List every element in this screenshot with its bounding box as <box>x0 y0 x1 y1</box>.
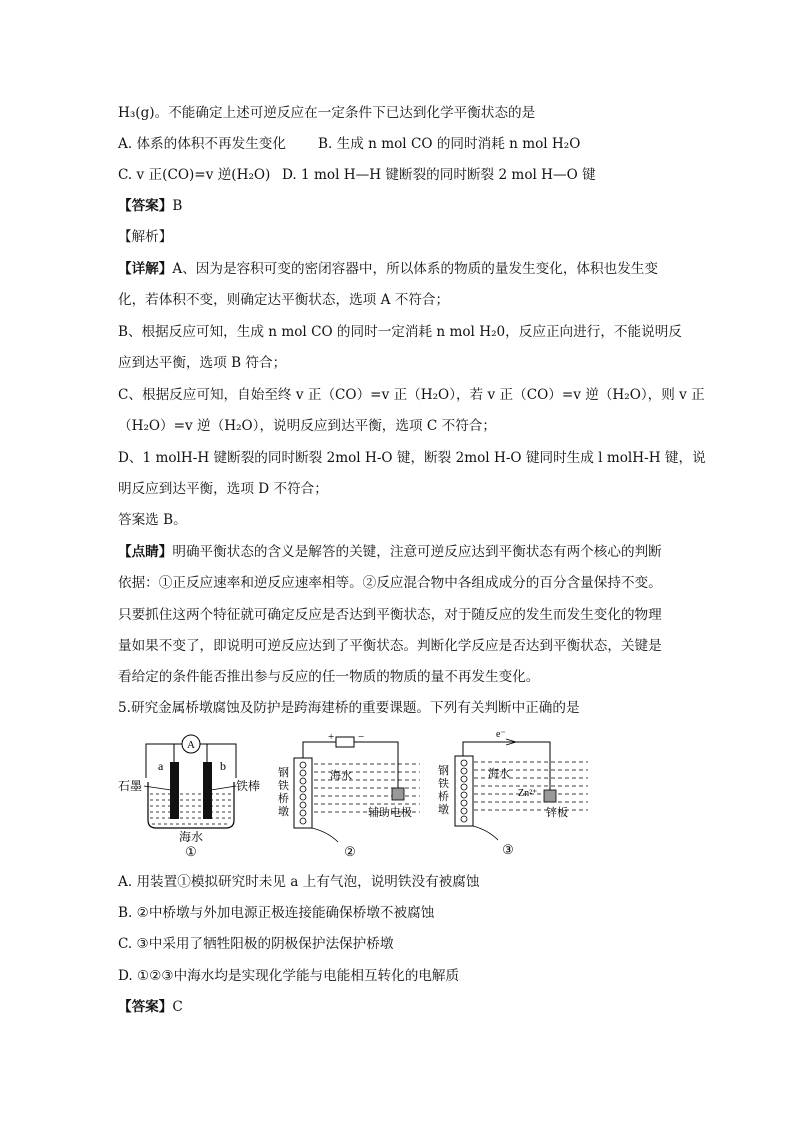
zinc-plate <box>544 790 556 802</box>
detail-line: B、根据反应可知，生成 n mol CO 的同时一定消耗 n mol H₂0，反应正向进行，不能说明反 <box>118 324 682 340</box>
label-a: a <box>158 759 164 773</box>
figure-number: ③ <box>502 842 514 857</box>
pier-label-1: 钢 <box>438 765 449 777</box>
seawater-label: 海水 <box>330 770 352 782</box>
beaker <box>148 782 234 828</box>
pier-label-3: 桥 <box>438 791 449 803</box>
graphite-label: 石墨 <box>118 779 143 793</box>
answer-tag: 【答案】 <box>118 198 173 214</box>
pier-label-4: 墩 <box>438 804 449 816</box>
pier-label-2: 铁 <box>438 778 449 790</box>
plus-sign: + <box>328 731 335 743</box>
figure-number: ② <box>344 844 356 859</box>
graphite-electrode <box>170 762 179 819</box>
device-1 <box>118 735 260 859</box>
point-line: 依据：①正反应速率和逆反应速率相等。②反应混合物中各组成成分的百分含量保持不变。 <box>118 575 662 591</box>
iron-rod-label: 铁棒 <box>236 779 261 793</box>
power-source-icon <box>336 737 354 747</box>
q4-option-a: A. 体系的体积不再发生变化 <box>118 136 286 152</box>
point-line <box>118 542 662 562</box>
figure-number: ① <box>185 844 197 859</box>
detail-text: A、因为是容积可变的密闭容器中，所以体系的物质的量发生变化，体积也发生变 <box>172 261 658 277</box>
point-text: 明确平衡状态的含义是解答的关键，注意可逆反应达到平衡状态有两个核心的判断 <box>172 544 662 560</box>
q5-answer-line <box>118 997 183 1017</box>
q4-option-d: D. 1 mol H—H 键断裂的同时断裂 2 mol H—O 键 <box>282 167 596 183</box>
q4-answer-line <box>118 196 182 216</box>
q5-stem: 5.研究金属桥墩腐蚀及防护是跨海建桥的重要课题。下列有关判断中正确的是 <box>118 700 580 716</box>
detail-tag: 【详解】 <box>118 261 173 277</box>
aux-electrode-label: 辅助电极 <box>368 807 412 819</box>
device-2 <box>278 731 420 859</box>
point-line: 只要抓住这两个特征就可确定反应是否达到平衡状态，对于随反应的发生而发生变化的物理 <box>118 607 662 623</box>
pier-label-2: 铁 <box>278 780 289 792</box>
answer-value: C <box>172 999 183 1015</box>
q4-option-b: B. 生成 n mol CO 的同时消耗 n mol H₂O <box>318 136 581 152</box>
point-tag: 【点睛】 <box>118 544 173 560</box>
bridge-pier-icon <box>455 756 473 826</box>
bridge-pier-icon <box>294 758 312 828</box>
point-line: 看给定的条件能否推出参与反应的任一物质的物质的量不再发生变化。 <box>118 669 540 685</box>
seawater-hatch <box>150 794 232 824</box>
analysis-tag: 【解析】 <box>118 229 173 245</box>
seawater-label: 海水 <box>178 830 204 844</box>
zn-ion-label: Zn²⁺ <box>518 788 538 799</box>
corrosion-diagrams <box>118 728 598 860</box>
detail-line: 应到达平衡，选项 B 符合； <box>118 355 287 371</box>
detail-line: C、根据反应可知，自始至终 v 正（CO）=v 正（H₂O），若 v 正（CO）=v 逆（H₂O），则 v 正 <box>118 387 705 403</box>
point-line: 量如果不变了，即说明可逆反应达到了平衡状态。判断化学反应是否达到平衡状态，关键是 <box>118 638 662 654</box>
detail-line: 答案选 B。 <box>118 512 187 528</box>
detail-line: （H₂O）=v 逆（H₂O），说明反应到达平衡，选项 C 不符合； <box>118 418 496 434</box>
q4-stem-tail: H₃(g)。不能确定上述可逆反应在一定条件下已达到化学平衡状态的是 <box>118 105 536 121</box>
q5-option-d: D. ①②③中海水均是实现化学能与电能相互转化的电解质 <box>118 968 460 984</box>
minus-sign: − <box>358 731 365 743</box>
q5-option-c: C. ③中采用了牺牲阳极的阴极保护法保护桥墩 <box>118 936 394 952</box>
ammeter-label: A <box>187 739 195 751</box>
q4-option-c: C. v 正(CO)=v 逆(H₂O) <box>118 167 271 183</box>
detail-line <box>118 259 658 279</box>
q5-option-a: A. 用装置①模拟研究时未见 a 上有气泡，说明铁没有被腐蚀 <box>118 874 480 890</box>
detail-line: 化，若体积不变，则确定达平衡状态，选项 A 不符合； <box>118 292 450 308</box>
q5-option-b: B. ②中桥墩与外加电源正极连接能确保桥墩不被腐蚀 <box>118 905 435 921</box>
seawater-label: 海水 <box>488 768 510 780</box>
answer-tag: 【答案】 <box>118 999 173 1015</box>
corrosion-figure <box>118 728 598 860</box>
electron-label: e⁻ <box>496 729 506 740</box>
zinc-plate-label: 锌板 <box>546 807 568 819</box>
pier-label-4: 墩 <box>278 806 289 818</box>
detail-line: D、1 molH-H 键断裂的同时断裂 2mol H-O 键，断裂 2mol H-O 键同时生成 l molH-H 键，说 <box>118 450 706 466</box>
pier-label-3: 桥 <box>278 793 289 805</box>
pier-label-1: 钢 <box>278 767 289 779</box>
detail-line: 明反应到达平衡，选项 D 不符合； <box>118 481 328 497</box>
auxiliary-electrode <box>392 788 404 800</box>
iron-electrode <box>203 762 212 819</box>
label-b: b <box>220 759 226 773</box>
answer-value: B <box>172 198 183 214</box>
device-3 <box>438 729 588 857</box>
